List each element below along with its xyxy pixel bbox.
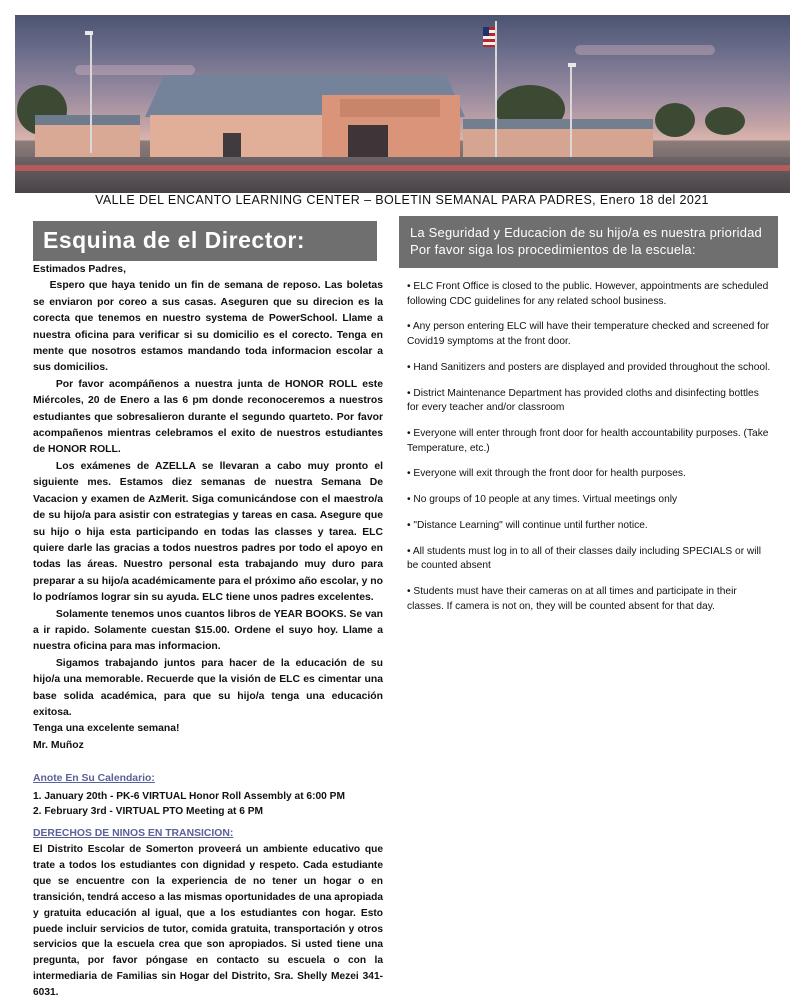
- letter-closing: Tenga una excelente semana!: [33, 723, 180, 735]
- flag-pole: [495, 21, 497, 157]
- school-building-photo: [15, 15, 790, 193]
- parking-lot: [15, 157, 790, 193]
- list-item: • Students must have their cameras on at all times and participate in their classes. If camera is not on, they will be counted absent for that day.: [407, 586, 737, 612]
- calendar-item: 2. February 3rd - VIRTUAL PTO Meeting at 6 PM: [33, 806, 264, 817]
- list-item: • "Distance Learning" will continue until further notice.: [407, 519, 648, 531]
- letter-paragraph: Sigamos trabajando juntos para hacer de la educación de su hijo/a una memorable. Recuerde que la visión de ELC es cimentar una base solida académica, para que su hijo/a tenga una educación exitosa.: [33, 657, 383, 718]
- newsletter-banner: VALLE DEL ENCANTO LEARNING CENTER – BOLETIN SEMANAL PARA PADRES, Enero 18 del 2021: [95, 193, 709, 207]
- building-sign: [340, 99, 440, 117]
- director-heading-box: [33, 221, 377, 261]
- rights-text: El Distrito Escolar de Somerton proveerá un ambiente educativo que trate a todos los estudiantes con dignidad y respeto. Cada estudiante que se encuentre con la experiencia de no tener un hogar o en transición, tendrá acceso a las mismas oportunidades de una apropiada y gratuita educación al igual, que a los estudiantes con hogar. Esto puede incluir servicios de tutor, comida gratuita, transportación y otros servicios que la escuela crea que son apropiados. Si usted tiene una pregunta, por favor póngase en contacto su escuela o con la intermediaria de Familias sin Hogar del Distrito, Sra. Shelly Mezei 341-6031.: [33, 844, 383, 999]
- letter-paragraph: Por favor acompáñenos a nuestra junta de HONOR ROLL este Miércoles, 20 de Enero a las 6 pm donde reconoceremos a nuestros estudiantes que sobresalieron durante el segundo quarteto. Por favor acompañenos mientras celebramos el exito de nuestros estudiantes de HONOR ROLL.: [33, 378, 383, 456]
- list-item: • ELC Front Office is closed to the public. However, appointments are scheduled following CDC guidelines for any related school business.: [407, 281, 769, 307]
- street-lamp: [85, 31, 93, 35]
- calendar-title: Anote En Su Calendario:: [33, 773, 155, 784]
- tree: [655, 103, 695, 137]
- tree: [705, 107, 745, 135]
- flag-canton: [483, 27, 489, 36]
- sky-cloud: [75, 65, 195, 75]
- safety-heading-box: [399, 216, 778, 268]
- letter-paragraph: Los exámenes de AZELLA se llevaran a cabo muy pronto el siguiente mes. Estamos diez semanas de nuestra Semana De Vacacion y examen de AzMerit. Siga comunicándose con el maestro/a de su hijo/a para asistir con estrategias y tareas en casa. Asegure que su hijo o hija esta participando en todas las classes y tarea. ELC quiere darle las gracias a todos nuestros padres por todo el apoyo en todas las áreas. Nuestro personal esta trabajando muy duro para preparar a su hijo/a académicamente para el próximo año escolar, y no lo podríamos lograr sin su ayuda. ELC tiene unos padres excelentes.: [33, 460, 383, 604]
- calendar-list: [33, 789, 383, 819]
- red-curb: [15, 165, 790, 171]
- sky-cloud: [575, 45, 715, 55]
- director-heading: Esquina de el Director:: [43, 227, 306, 253]
- list-item: • Everyone will exit through the front door for health purposes.: [407, 468, 686, 480]
- letter-greeting: Estimados Padres,: [33, 264, 126, 275]
- list-item: • Any person entering ELC will have their temperature checked and screened for Covid19 symptoms at the front door.: [407, 321, 770, 347]
- list-item: • Hand Sanitizers and posters are displayed and provided throughout the school.: [407, 361, 771, 373]
- list-item: • District Maintenance Department has provided cloths and disinfecting bottles for every teacher and/or classroom: [407, 387, 759, 414]
- list-item: • Everyone will enter through front door for health accountability purposes. (Take Temperature, etc.): [407, 427, 769, 454]
- safety-heading-line2: Por favor siga los procedimientos de la escuela:: [410, 242, 696, 257]
- list-item: • No groups of 10 people at any times. Virtual meetings only: [407, 494, 678, 506]
- safety-procedures-list: [407, 280, 773, 625]
- street-lamp: [568, 63, 576, 67]
- light-pole: [90, 33, 92, 153]
- letter-paragraph: Solamente tenemos unos cuantos libros de YEAR BOOKS. Se van a ir rapido. Solamente cuestan $15.00. Ordene el suyo hoy. Llame a nuestra oficina para mas informacion.: [33, 608, 383, 653]
- calendar-item: 1. January 20th - PK-6 VIRTUAL Honor Roll Assembly at 6:00 PM: [33, 791, 345, 802]
- rights-title: DERECHOS DE NINOS EN TRANSICION:: [33, 828, 234, 839]
- letter-signature: Mr. Muñoz: [33, 739, 84, 751]
- director-letter: [33, 262, 383, 754]
- letter-paragraph: Espero que haya tenido un fin de semana de reposo. Las boletas se enviaron por coreo a sus casas. Aseguren que su direcion es la corecta que tenemos en nuestro systema de PowerSchool. Llame a nuestra oficina para verificar si su domicilio es el corecto. Tenga en mente que nosotros estamos mandando toda informacion escolar a sus domicilios.: [33, 280, 383, 374]
- light-pole: [570, 65, 572, 157]
- safety-heading-line1: La Seguridad y Educacion de su hijo/a es nuestra prioridad: [410, 225, 762, 240]
- list-item: • All students must log in to all of their classes daily including SPECIALS or will be counted absent: [407, 545, 762, 572]
